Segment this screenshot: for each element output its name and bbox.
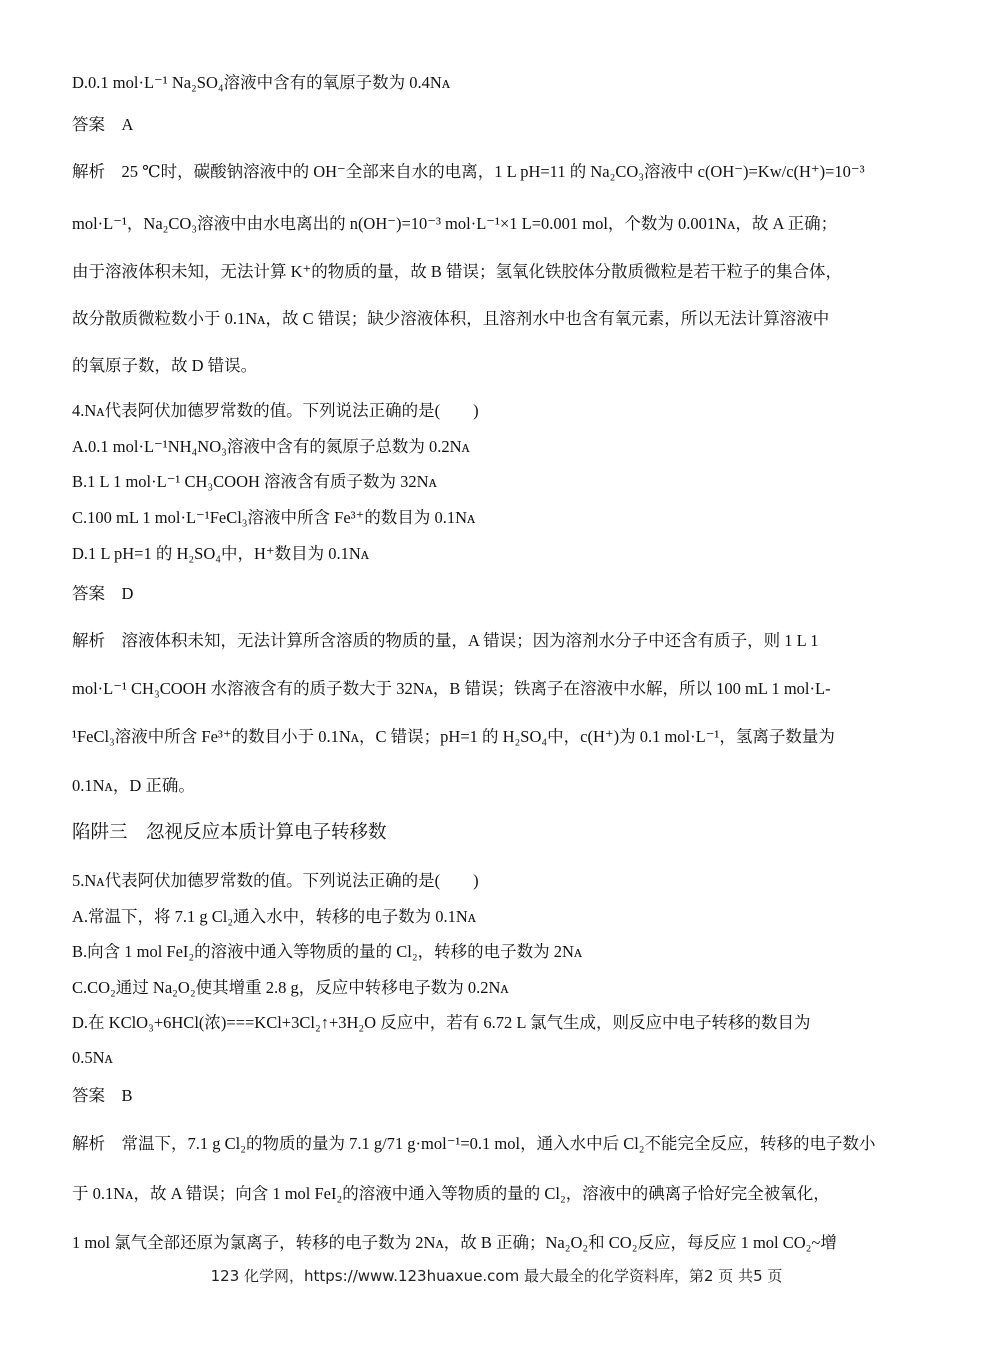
- section-heading: 陷阱三 忽视反应本质计算电子转移数: [72, 823, 387, 843]
- option-a: A.常温下，将 7.1 g Cl₂通入水中，转移的电子数为 0.1Nᴀ: [72, 907, 477, 926]
- analysis-line: 解析 常温下，7.1 g Cl₂的物质的量为 7.1 g/71 g·mol⁻¹=0.1 mol，通入水中后 Cl₂不能完全反应，转移的电子数小: [72, 1134, 876, 1153]
- answer-line: 答案 B: [72, 1086, 133, 1105]
- text-line: D.0.1 mol·L⁻¹ Na₂SO₄溶液中含有的氧原子数为 0.4Nᴀ: [72, 73, 451, 92]
- text-line: 的氧原子数，故 D 错误。: [72, 356, 258, 375]
- text-line: 0.5Nᴀ: [72, 1048, 113, 1067]
- text-line: mol·L⁻¹，Na₂CO₃溶液中由水电离出的 n(OH⁻)=10⁻³ mol·L⁻¹×1 L=0.001 mol，个数为 0.001Nᴀ，故 A 正确；: [72, 214, 838, 233]
- question-stem: 5.Nᴀ代表阿伏加德罗常数的值。下列说法正确的是( ): [72, 871, 479, 890]
- option-c: C.100 mL 1 mol·L⁻¹FeCl₃溶液中所含 Fe³⁺的数目为 0.1Nᴀ: [72, 508, 476, 527]
- option-a: A.0.1 mol·L⁻¹NH₄NO₃溶液中含有的氮原子总数为 0.2Nᴀ: [72, 437, 470, 456]
- option-d: D.在 KClO₃+6HCl(浓)===KCl+3Cl₂↑+3H₂O 反应中，若有 6.72 L 氯气生成，则反应中电子转移的数目为: [72, 1013, 811, 1032]
- analysis-line: 解析 25 ℃时，碳酸钠溶液中的 OH⁻全部来自水的电离，1 L pH=11 的 Na₂CO₃溶液中 c(OH⁻)=Kw/c(H⁺)=10⁻³: [72, 162, 865, 181]
- option-b: B.向含 1 mol FeI₂的溶液中通入等物质的量的 Cl₂，转移的电子数为 2Nᴀ: [72, 942, 583, 961]
- page-footer: 123 化学网，https://www.123huaxue.com 最大最全的化学资料库，第2 页 共5 页: [210, 1267, 783, 1285]
- option-c: C.CO₂通过 Na₂O₂使其增重 2.8 g，反应中转移电子数为 0.2Nᴀ: [72, 978, 509, 997]
- option-b: B.1 L 1 mol·L⁻¹ CH₃COOH 溶液含有质子数为 32Nᴀ: [72, 472, 437, 491]
- answer-line: 答案 A: [72, 115, 134, 134]
- answer-line: 答案 D: [72, 584, 134, 603]
- text-line: 1 mol 氯气全部还原为氯离子，转移的电子数为 2Nᴀ，故 B 正确；Na₂O₂和 CO₂反应，每反应 1 mol CO₂~增: [72, 1233, 837, 1252]
- text-line: 0.1Nᴀ，D 正确。: [72, 776, 195, 795]
- text-line: mol·L⁻¹ CH₃COOH 水溶液含有的质子数大于 32Nᴀ，B 错误；铁离子在溶液中水解，所以 100 mL 1 mol·L-: [72, 679, 831, 698]
- text-line: ¹FeCl₃溶液中所含 Fe³⁺的数目小于 0.1Nᴀ，C 错误；pH=1 的 H₂SO₄中，c(H⁺)为 0.1 mol·L⁻¹，氢离子数量为: [72, 727, 835, 746]
- text-line: 故分散质微粒数小于 0.1Nᴀ，故 C 错误；缺少溶液体积，且溶剂水中也含有氧元素，所以无法计算溶液中: [72, 309, 830, 328]
- text-line: 于 0.1Nᴀ，故 A 错误；向含 1 mol FeI₂的溶液中通入等物质的量的 Cl₂，溶液中的碘离子恰好完全被氧化，: [72, 1184, 830, 1203]
- analysis-line: 解析 溶液体积未知，无法计算所含溶质的物质的量，A 错误；因为溶剂水分子中还含有质子，则 1 L 1: [72, 631, 819, 650]
- question-stem: 4.Nᴀ代表阿伏加德罗常数的值。下列说法正确的是( ): [72, 401, 479, 420]
- text-line: 由于溶液体积未知，无法计算 K⁺的物质的量，故 B 错误；氢氧化铁胶体分散质微粒是若干粒子的集合体，: [72, 262, 843, 281]
- option-d: D.1 L pH=1 的 H₂SO₄中，H⁺数目为 0.1Nᴀ: [72, 544, 370, 563]
